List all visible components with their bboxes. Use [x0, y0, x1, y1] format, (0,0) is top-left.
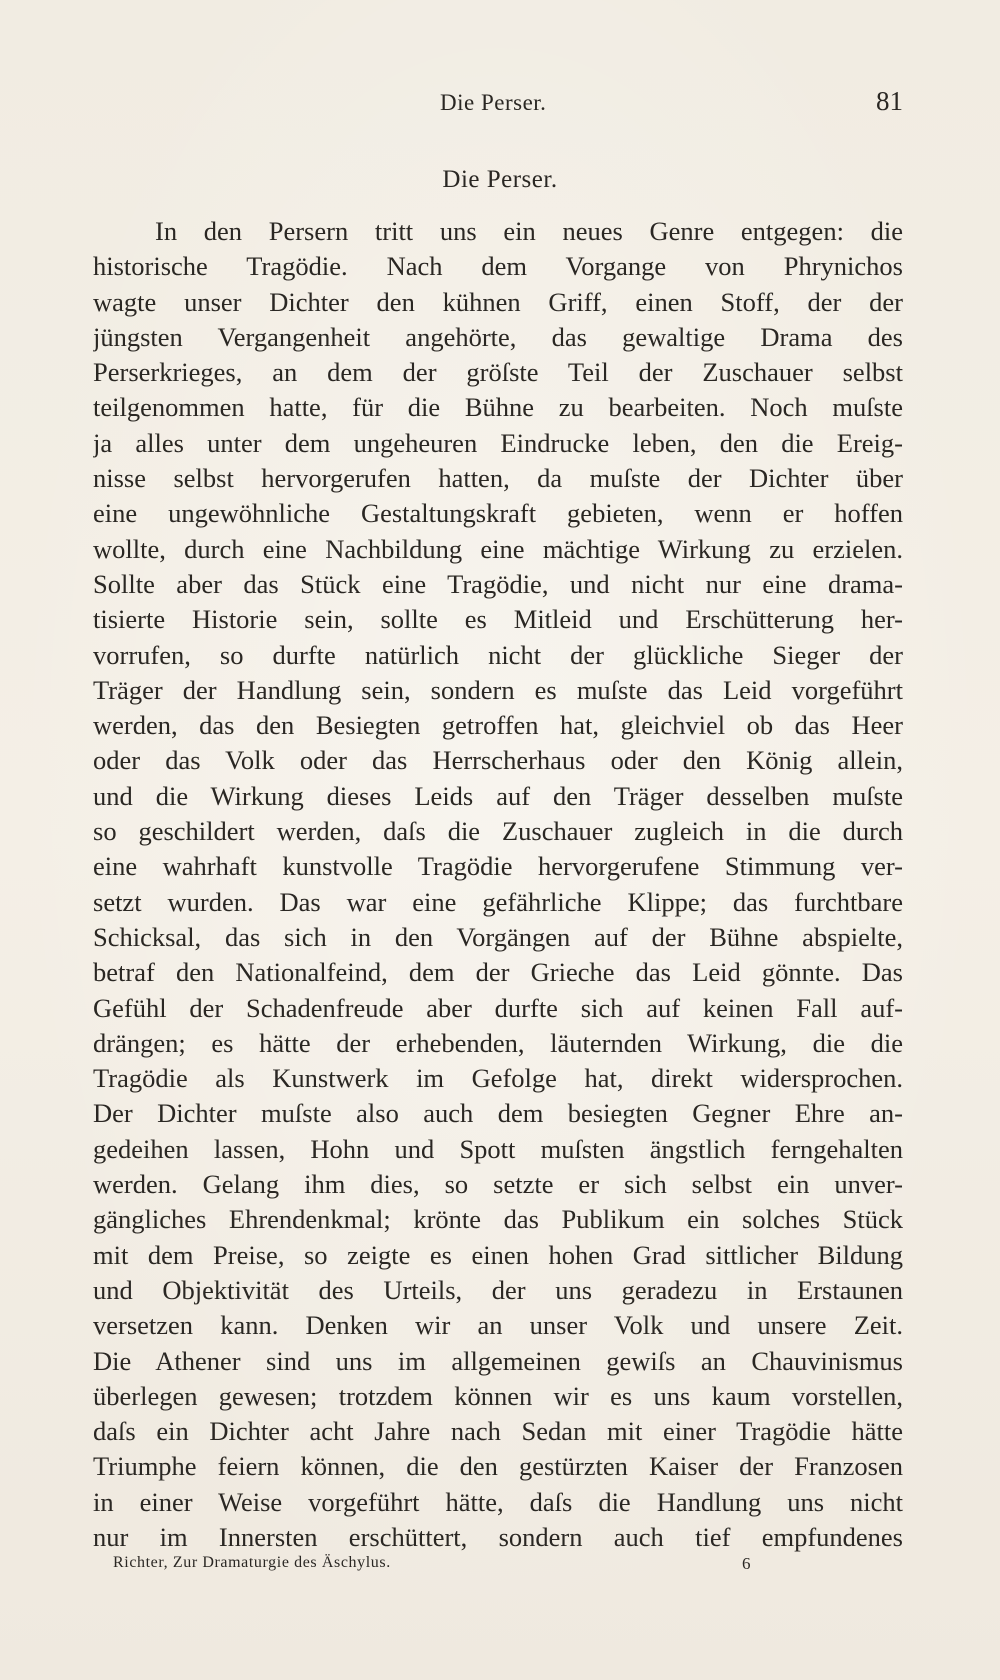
text-line: mit dem Preise, so zeigte es einen hohen Grad sittlicher Bildung [93, 1239, 903, 1270]
text-line: überlegen gewesen; trotzdem können wir es uns kaum vorstellen, [93, 1380, 903, 1411]
running-head-title: Die Perser. [440, 90, 547, 115]
text-line: jüngsten Vergangenheit angehörte, das gewaltige Drama des [93, 321, 903, 352]
body-text [93, 214, 903, 1555]
text-line: tisierte Historie sein, sollte es Mitleid und Erschütterung her- [93, 604, 903, 635]
text-line: In den Persern tritt uns ein neues Genre entgegen: die [155, 216, 903, 246]
text-line: Perserkrieges, an dem der gröſste Teil der Zuschauer selbst [93, 357, 903, 388]
text-line: vorrufen, so durfte natürlich nicht der glückliche Sieger der [93, 639, 903, 670]
text-line: und die Wirkung dieses Leids auf den Träger desselben muſste [93, 780, 903, 811]
text-line: werden. Gelang ihm dies, so setzte er sich selbst ein unver- [93, 1169, 903, 1200]
text-line: Träger der Handlung sein, sondern es muſste das Leid vorgeführt [93, 674, 903, 705]
text-line: historische Tragödie. Nach dem Vorgange von Phrynichos [93, 251, 903, 282]
text-line: betraf den Nationalfeind, dem der Grieche das Leid gönnte. Das [93, 957, 903, 988]
text-line: Der Dichter muſste also auch dem besiegten Gegner Ehre an- [93, 1098, 903, 1129]
text-line: oder das Volk oder das Herrscherhaus oder den König allein, [93, 745, 903, 776]
text-line: in einer Weise vorgeführt hätte, daſs die Handlung uns nicht [93, 1486, 903, 1517]
text-line: ja alles unter dem ungeheuren Eindrucke leben, den die Ereig- [93, 427, 903, 458]
footer-citation: Richter, Zur Dramaturgie des Äschylus. [113, 1554, 391, 1571]
text-line: nisse selbst hervorgerufen hatten, da muſste der Dichter über [93, 463, 903, 494]
text-line: daſs ein Dichter acht Jahre nach Sedan mit einer Tragödie hätte [93, 1416, 903, 1447]
text-line: gängliches Ehrendenkmal; krönte das Publikum ein solches Stück [93, 1204, 903, 1235]
sheet-signature: 6 [742, 1554, 752, 1573]
text-line: wagte unser Dichter den kühnen Griff, einen Stoff, der der [93, 286, 903, 317]
text-line: Triumphe feiern können, die den gestürzten Kaiser der Franzosen [93, 1451, 903, 1482]
text-line: so geschildert werden, daſs die Zuschauer zugleich in die durch [93, 816, 903, 847]
text-line: Schicksal, das sich in den Vorgängen auf der Bühne abspielte, [93, 921, 903, 952]
text-line: eine wahrhaft kunstvolle Tragödie hervorgerufene Stimmung ver- [93, 851, 903, 882]
text-line: teilgenommen hatte, für die Bühne zu bearbeiten. Noch muſste [93, 392, 903, 423]
text-line: gedeihen lassen, Hohn und Spott muſsten ängstlich ferngehalten [93, 1133, 903, 1164]
text-line: Tragödie als Kunstwerk im Gefolge hat, direkt widersprochen. [93, 1063, 903, 1094]
page-number: 81 [876, 86, 903, 116]
page-footer [0, 1554, 1000, 1584]
text-line: versetzen kann. Denken wir an unser Volk und unsere Zeit. [93, 1310, 903, 1341]
text-line: Sollte aber das Stück eine Tragödie, und nicht nur eine drama- [93, 568, 903, 599]
text-line: Die Athener sind uns im allgemeinen gewiſs an Chauvinismus [93, 1345, 903, 1376]
text-line: eine ungewöhnliche Gestaltungskraft gebieten, wenn er hoffen [93, 498, 903, 529]
text-line: setzt wurden. Das war eine gefährliche Klippe; das furchtbare [93, 886, 903, 917]
text-line: und Objektivität des Urteils, der uns geradezu in Erstaunen [93, 1274, 903, 1305]
text-line: werden, das den Besiegten getroffen hat, gleichviel ob das Heer [93, 710, 903, 741]
text-line: wollte, durch eine Nachbildung eine mächtige Wirkung zu erzielen. [93, 533, 903, 564]
running-head [0, 86, 1000, 126]
text-line: nur im Innersten erschüttert, sondern auch tief empfundenes [93, 1521, 903, 1552]
chapter-title: Die Perser. [442, 166, 558, 193]
text-line: drängen; es hätte der erhebenden, läuternden Wirkung, die die [93, 1027, 903, 1058]
text-line: Gefühl der Schadenfreude aber durfte sich auf keinen Fall auf- [93, 992, 903, 1023]
